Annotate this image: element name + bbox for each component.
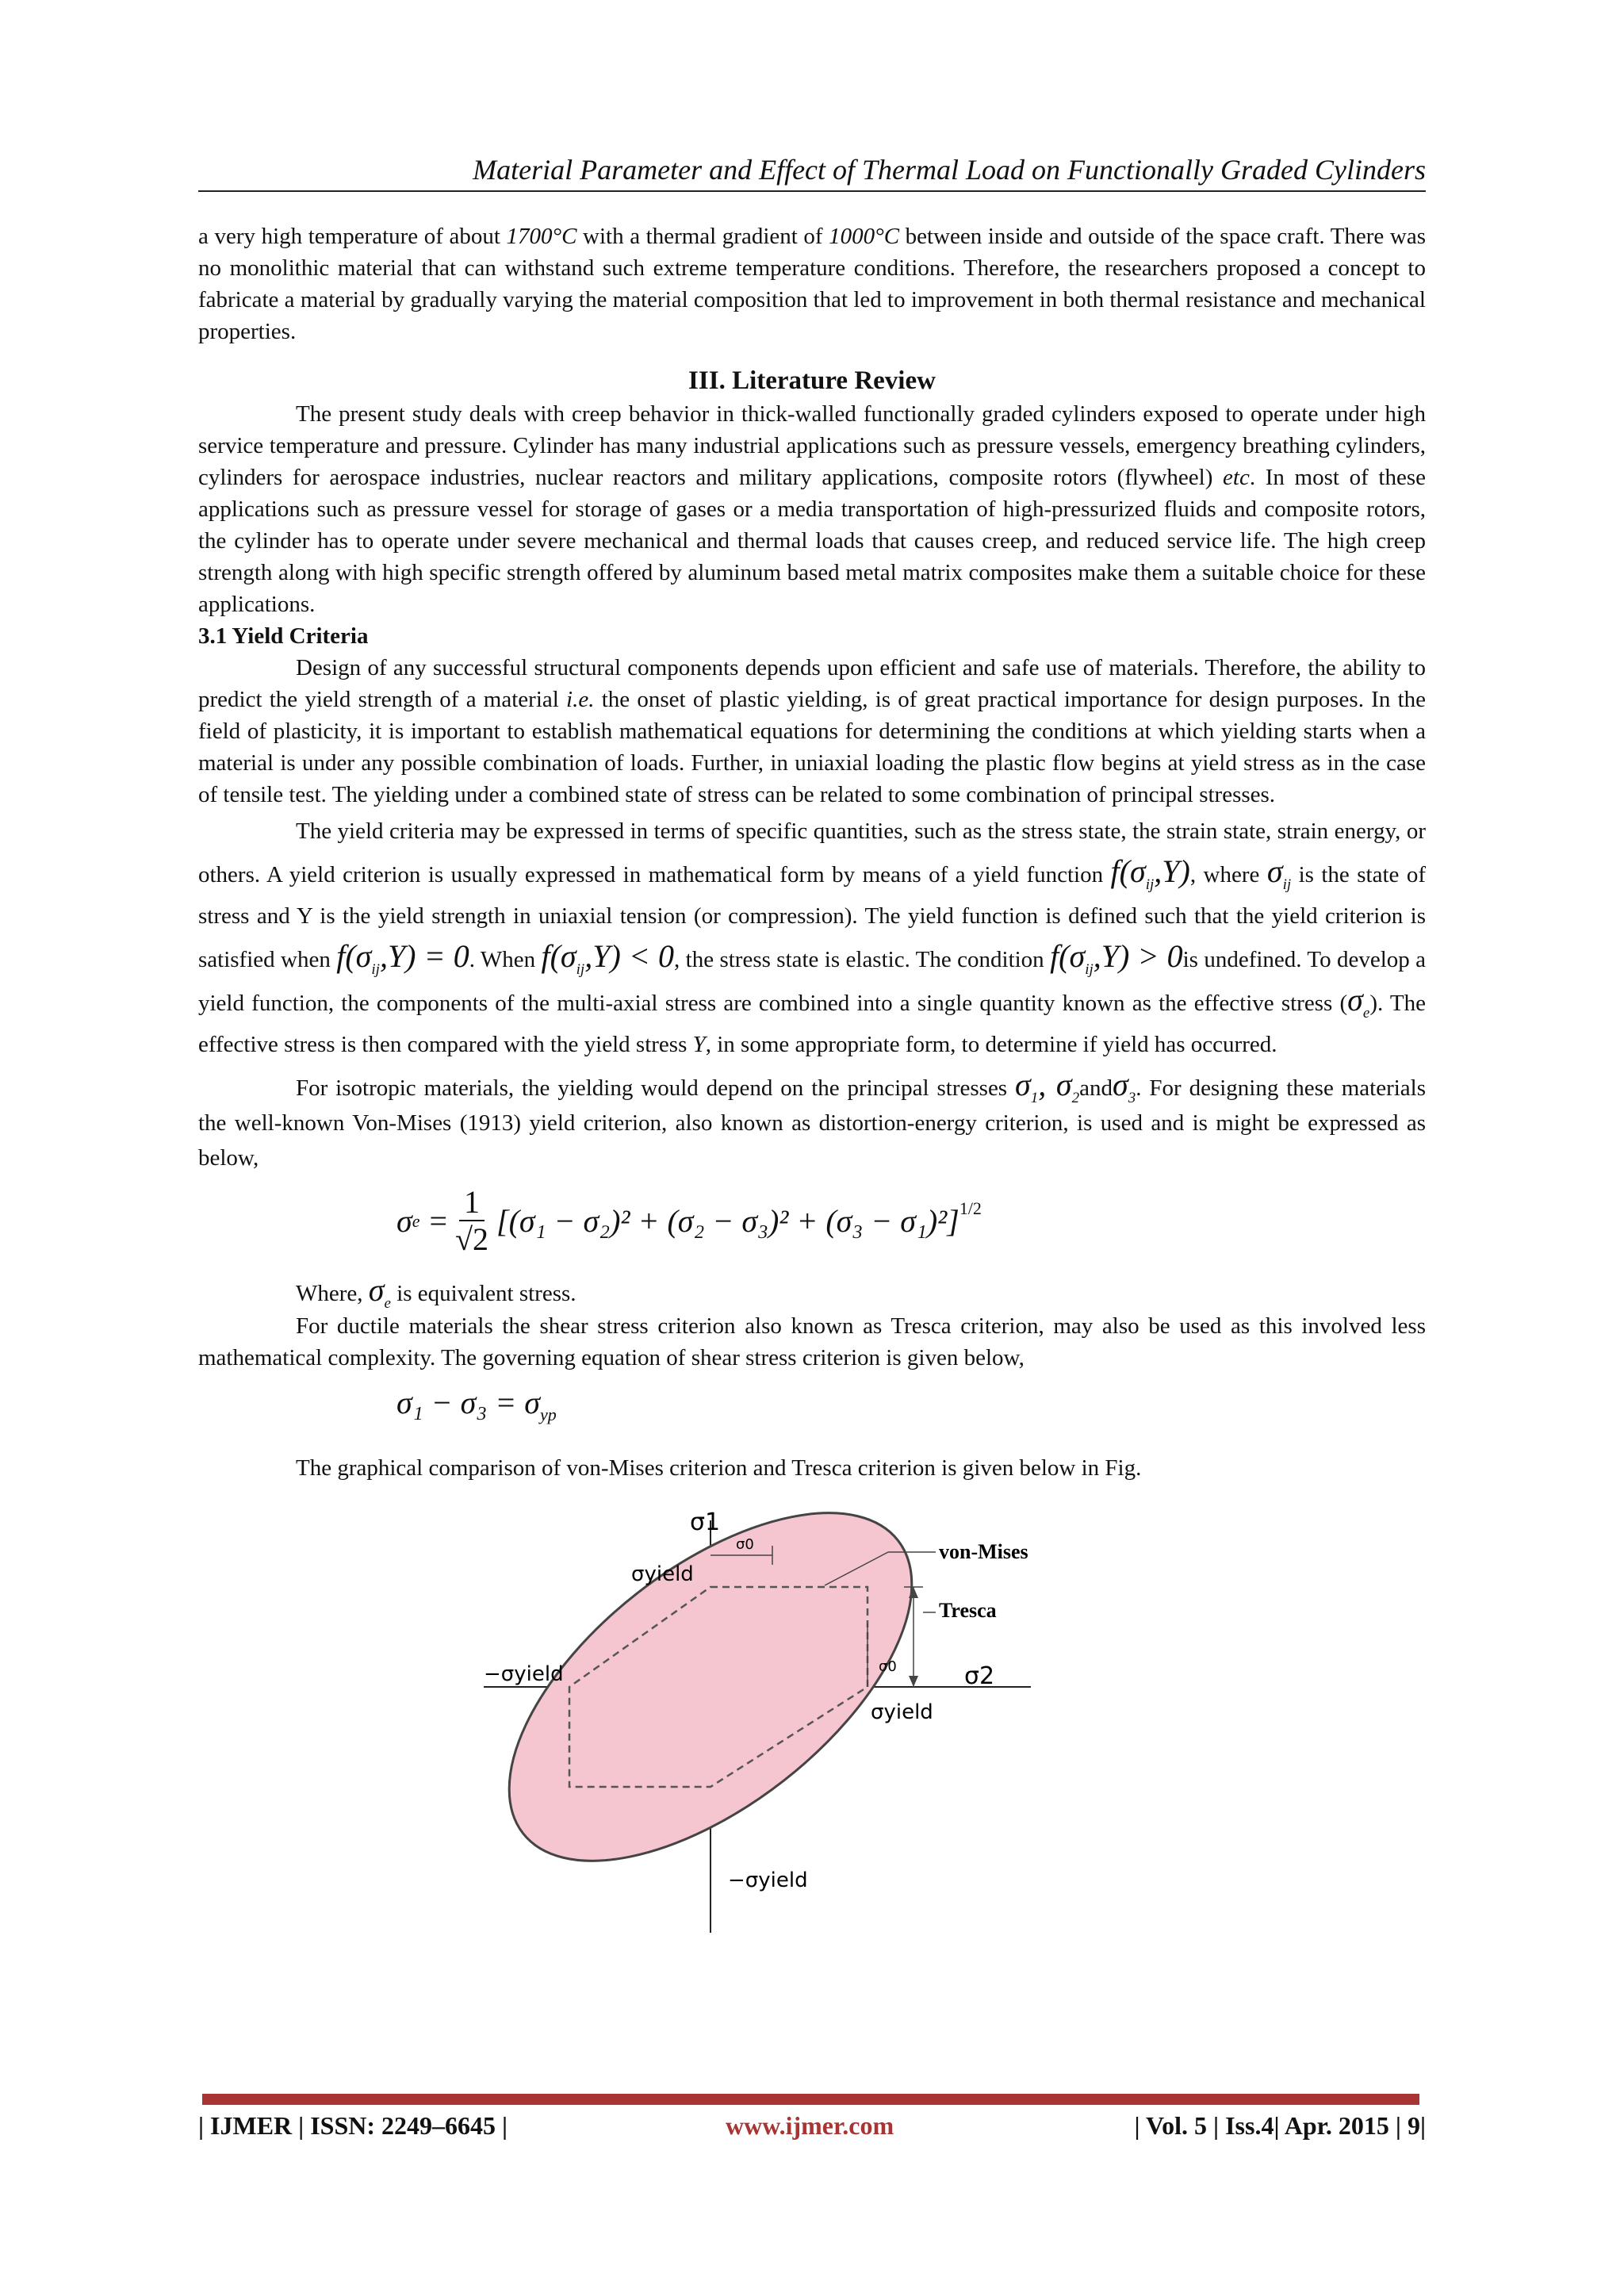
syield-right-label: σyield <box>871 1700 933 1724</box>
figure-intro-paragraph: The graphical comparison of von-Mises criterion and Tresca criterion is given below in Fig. <box>296 1455 1142 1481</box>
sigma0-top-label: σ0 <box>736 1536 754 1553</box>
main-content <box>198 220 1426 1949</box>
von-mises-equation: σ e = $\frac{1}{√2}$ [(σ₁ − σ₂)² + (σ₂ − σ₃)² + (σ₃ − σ₁)²] $^{1/2}$ <box>396 1184 982 1257</box>
tresca-paragraph: For ductile materials the shear stress criterion also known as Tresca criterion, may also be used as this involved less mathematical complexity. The governing equation of shear stress criterion is given below, <box>198 1313 1426 1370</box>
tresca-equation: $\sigma_1 - \sigma_3 = \sigma_{yp}$ <box>396 1385 557 1424</box>
yield-paragraph-2: The yield criteria may be expressed in terms of specific quantities, such as the stress state, the strain state, strain energy, or others. A yield criterion is usually expressed in mathematical form by means of a yield function $f(\sigma_{ij},Y)$, where $\sigma_{ij}$ is the state of stress and Y is the yield strength in uniaxial tension (or compression). The yield function is defined such that the yield criterion is satisfied when $f(\sigma_{ij},Y) = 0$. When $f(\sigma_{ij},Y) < 0$, the stress state is elastic. The condition $f(\sigma_{ij},Y) > 0is$ undefined. To develop a yield function, the components of the multi-axial stress are combined into a single quantity known as the effective stress $(\sigma_e)$. The effective stress is then compared with the yield stress Y, in some appropriate form, to determine if yield has occurred. <box>198 818 1426 1057</box>
fraction: $\frac{1}{√2}$ <box>455 1184 489 1257</box>
yield-paragraph-1: Design of any successful structural components depends upon efficient and safe use of materials. Therefore, the ability to predict the yield strength of a material i.e. the onset of plastic yielding, is of great practical importance for design purposes. In the field of plasticity, it is important to establish mathematical equations for determining the conditions at which yielding starts when a material is under any possible combination of loads. Further, in uniaxial loading the plastic flow begins at yield stress as in the case of tensile test. The yielding under a combined state of stress can be related to some combination of principal stresses. <box>198 655 1426 807</box>
tresca-label: Tresca <box>939 1599 997 1622</box>
yield-condition-less: $f(\sigma_{ij},Y) < 0$ <box>541 938 675 978</box>
sigma2-label: σ2 <box>964 1662 995 1690</box>
sigma-ij-symbol: $\sigma_{ij}$ <box>1266 853 1292 893</box>
syield-left-label: −σyield <box>484 1662 564 1686</box>
sigma0-right-label: σ0 <box>879 1658 897 1675</box>
section-title: III. Literature Review <box>688 366 936 395</box>
sigma1-label: σ1 <box>690 1508 721 1536</box>
sigma-e-symbol: $\sigma_e$ <box>1347 982 1370 1022</box>
yield-paragraph-3: For isotropic materials, the yielding would depend on the principal stresses $\sigma_1$, $\sigma_2and\sigma_3$. For designing these materials the well-known Von-Mises (1913) yield criterion, also known as distortion-energy criterion, is used and is might be expressed as below, <box>198 1067 1427 1171</box>
yield-function-expr: $f(\sigma_{ij},Y)$ <box>1110 853 1190 893</box>
yield-criteria-figure <box>198 1504 1426 1949</box>
footer-volume-info: | Vol. 5 | Iss.4| Apr. 2015 | 9| <box>1134 2111 1426 2140</box>
principal-stresses-expr: $\sigma_1$, $\sigma_2$ <box>1015 1067 1080 1106</box>
yield-criteria-diagram <box>476 1504 1189 1949</box>
intro-paragraph: a very high temperature of about 1700°C with a thermal gradient of 1000°C between inside and outside of the space craft. There was no monolithic material that can withstand such extreme temperature conditions. Therefore, the researchers proposed a concept to fabricate a material by gradually varying the material composition that led to improvement in both thermal resistance and mechanical properties. <box>198 224 1426 344</box>
footer-rule <box>202 2094 1419 2105</box>
literature-review-paragraph: The present study deals with creep behavior in thick-walled functionally graded cylinders exposed to operate under high service temperature and pressure. Cylinder has many industrial applications such as pressure vessels, emergency breathing cylinders, cylinders for aerospace industries, nuclear reactors and military applications, composite rotors (flywheel) etc. In most of these applications such as pressure vessel for storage of gases or a media transportation of high-pressurized fluids and composite rotors, the cylinder has to operate under severe mechanical and thermal loads that causes creep, and reduced service life. The high creep strength along with high specific strength offered by aluminum based metal matrix composites make them a suitable choice for these applications. <box>198 401 1426 617</box>
syield-bottom-label: −σyield <box>728 1869 808 1892</box>
von-mises-label: von-Mises <box>939 1540 1028 1563</box>
footer-website-link[interactable]: www.ijmer.com <box>726 2111 894 2140</box>
syield-top-label: σyield <box>631 1562 694 1586</box>
subsection-title: 3.1 Yield Criteria <box>198 623 369 649</box>
where-line: Where, $\sigma_e$ is equivalent stress. <box>296 1272 576 1312</box>
footer-journal-info: | IJMER | ISSN: 2249–6645 | <box>198 2111 508 2140</box>
running-title: Material Parameter and Effect of Thermal Load on Functionally Graded Cylinders <box>473 154 1426 186</box>
yield-condition-equal: $f(\sigma_{ij},Y) = 0$ <box>336 938 469 978</box>
header-rule <box>198 190 1426 192</box>
yield-condition-greater: $f(\sigma_{ij},Y) > 0$ <box>1050 938 1183 978</box>
